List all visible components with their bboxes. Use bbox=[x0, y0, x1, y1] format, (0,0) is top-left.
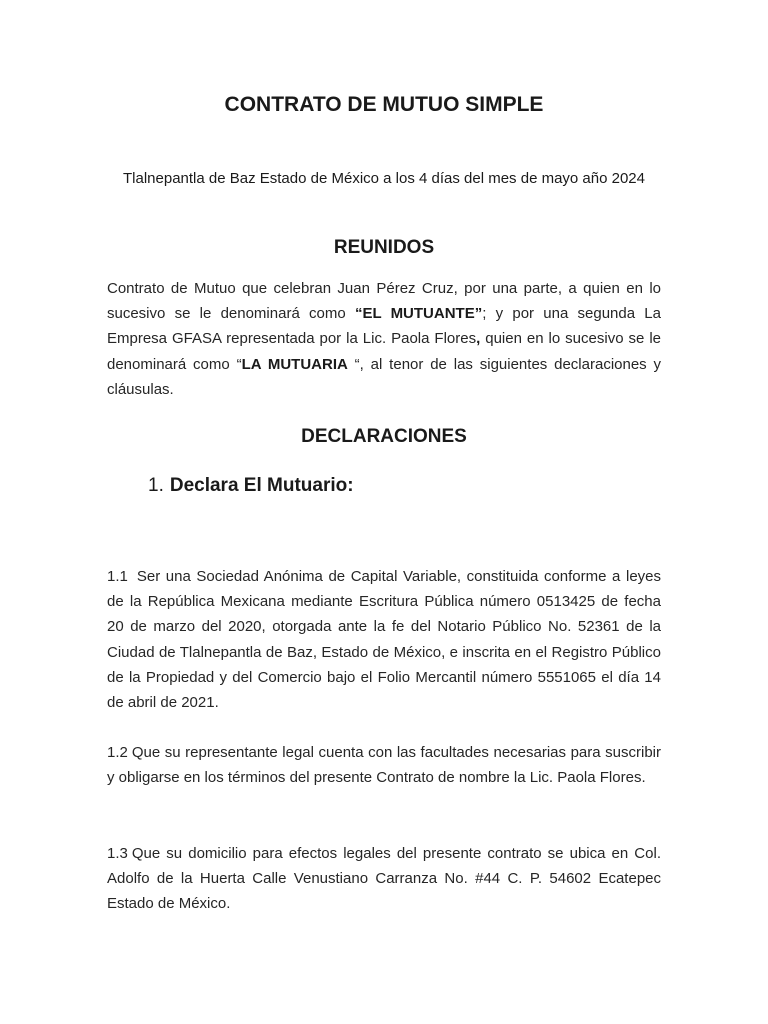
declaration-1-label: Declara El Mutuario: bbox=[169, 475, 354, 496]
section-heading-declaraciones: DECLARACIONES bbox=[301, 426, 467, 447]
intro-bold-comma: , bbox=[476, 330, 481, 348]
section-heading-reunidos: REUNIDOS bbox=[333, 237, 435, 258]
intro-text-part1: Contrato de Mutuo que celebran Juan Pérez Cruz, por una parte, a quien en lo sucesivo se le denominará como bbox=[107, 280, 661, 323]
clause-number: 1.2 bbox=[107, 744, 128, 761]
document-title: CONTRATO DE MUTUO SIMPLE bbox=[224, 93, 544, 116]
clause-1-1 bbox=[107, 564, 661, 715]
clause-1-3 bbox=[107, 841, 661, 917]
intro-text-part2: ; y por una segunda La Empresa GFASA representada por la Lic. Paola Flores bbox=[107, 305, 661, 348]
clause-text: Que su representante legal cuenta con las facultades necesarias para suscribir y obligarse en los términos del presente Contrato de nombre la Lic. Paola Flores. bbox=[107, 744, 661, 787]
intro-text-part4: “, al tenor de las siguientes declaraciones y cláusulas. bbox=[107, 355, 662, 398]
clause-number: 1.3 bbox=[107, 845, 128, 862]
clause-text: Ser una Sociedad Anónima de Capital Variable, constituida conforme a leyes de la República Mexicana mediante Escritura Pública número 0513425 de fecha 20 de marzo del 2020, otorgada ante la fe del Notario Público No. 52361 de la Ciudad de Tlalnepantla de Baz, Estado de México, e inscrita en el Registro Público de la Propiedad y del Comercio bajo el Folio Mercantil número 5551065 el día 14 de abril de 2021. bbox=[107, 568, 661, 712]
clause-text: Que su domicilio para efectos legales del presente contrato se ubica en Col. Adolfo de la Huerta Calle Venustiano Carranza No. #44 C. P. 54602 Ecatepec Estado de México. bbox=[107, 845, 661, 913]
intro-text-part3: quien en lo sucesivo se le denominará como “ bbox=[107, 330, 661, 373]
declaration-1-number: 1. bbox=[148, 475, 164, 496]
clause-1-2 bbox=[107, 740, 661, 790]
declaration-1-heading bbox=[148, 474, 354, 498]
clause-number: 1.1 bbox=[107, 568, 128, 585]
term-el-mutuante: “EL MUTUANTE” bbox=[354, 305, 483, 323]
intro-paragraph bbox=[107, 276, 661, 402]
term-la-mutuaria: LA MUTUARIA bbox=[241, 355, 348, 373]
place-and-date: Tlalnepantla de Baz Estado de México a los 4 días del mes de mayo año 2024 bbox=[123, 170, 645, 187]
